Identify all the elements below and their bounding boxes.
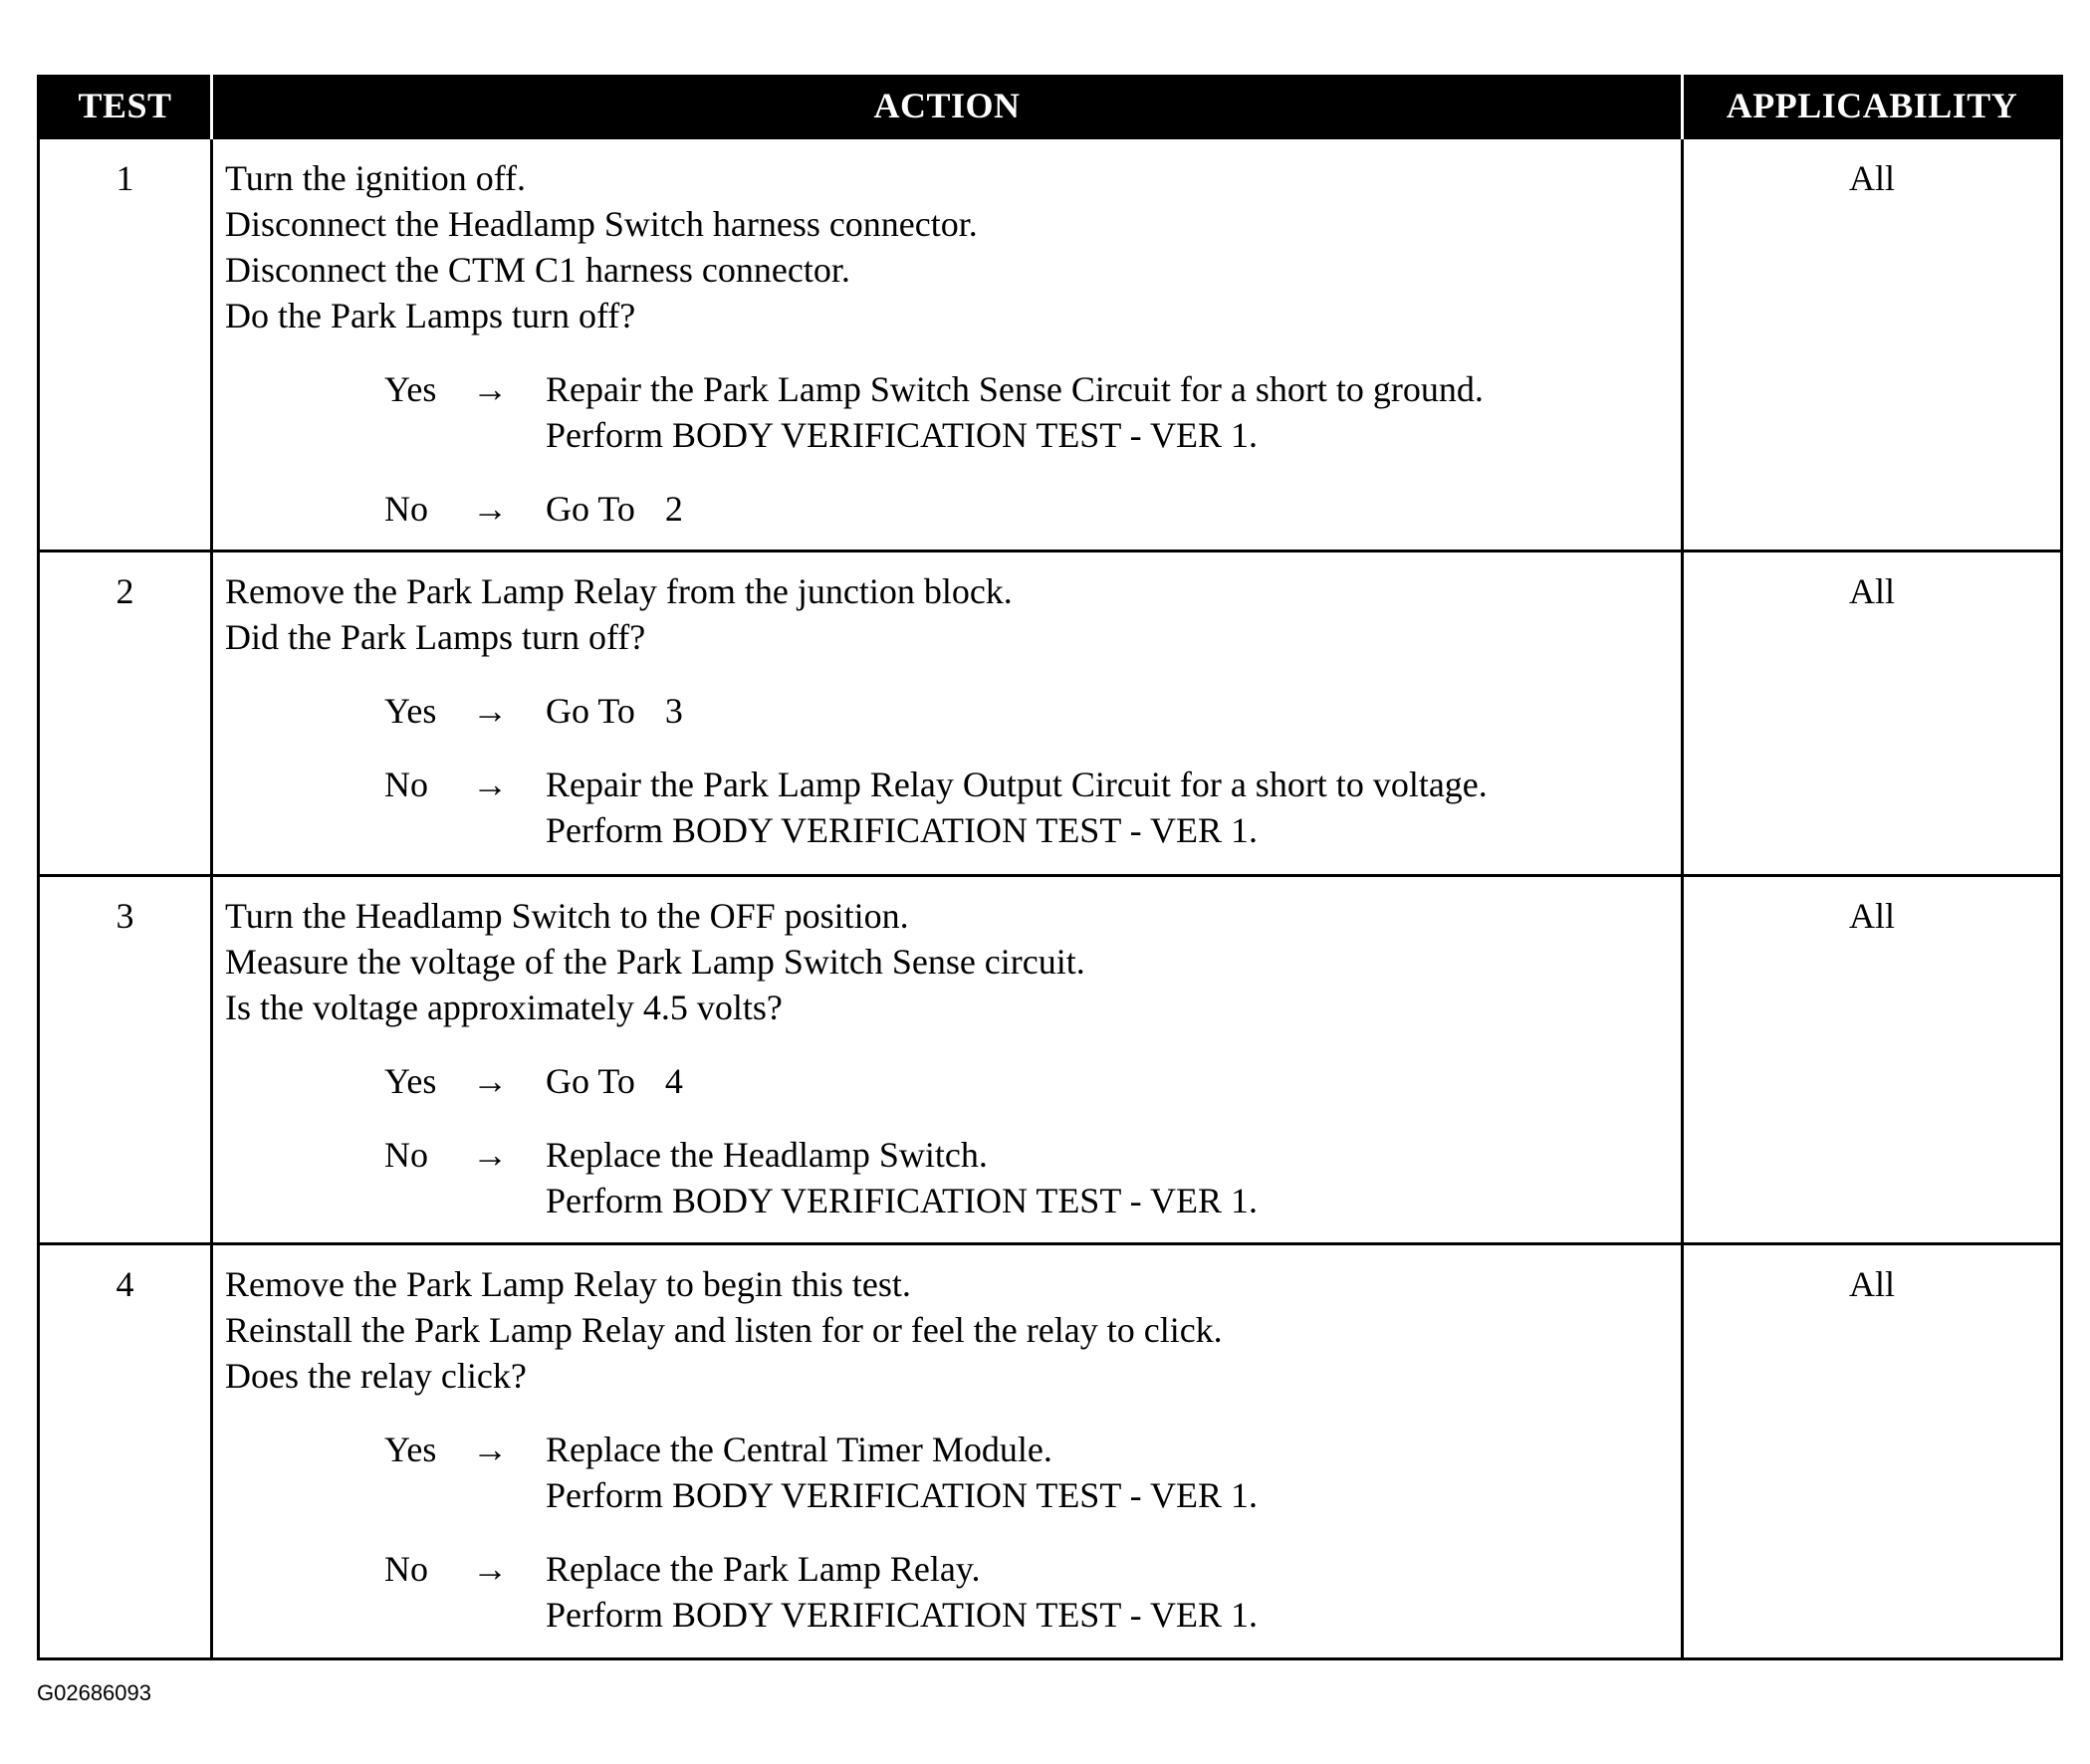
table-header-row <box>39 75 2062 138</box>
applicability-cell: All <box>1683 551 2062 876</box>
branch-label: Yes <box>384 691 437 731</box>
action-cell <box>212 138 1683 551</box>
right-arrow-icon: → <box>472 1135 508 1175</box>
goto-text: Go To <box>546 489 635 529</box>
branch-result <box>546 1132 1671 1223</box>
branch-yes <box>225 366 1671 458</box>
branch-yes <box>225 1058 1671 1104</box>
action-step: Measure the voltage of the Park Lamp Switch Sense circuit. <box>225 942 1085 982</box>
branch-result <box>546 688 1671 734</box>
action-step: Reinstall the Park Lamp Relay and listen for or feel the relay to click. <box>225 1310 1223 1350</box>
branch-label: Yes <box>384 1061 437 1101</box>
branch-label: No <box>384 489 428 529</box>
goto-text: Go To <box>546 1061 635 1101</box>
branch-result <box>546 1058 1671 1104</box>
goto-number: 2 <box>664 489 683 529</box>
right-arrow-icon: → <box>472 1430 508 1469</box>
branch-label: No <box>384 765 428 804</box>
branch-result-line: Repair the Park Lamp Switch Sense Circuit for a short to ground. <box>546 369 1484 409</box>
diagnostic-test-table <box>37 75 2063 1660</box>
right-arrow-icon: → <box>472 369 508 409</box>
branch-result-line: Repair the Park Lamp Relay Output Circuit for a short to voltage. <box>546 765 1488 804</box>
branch-result-line: Perform BODY VERIFICATION TEST - VER 1. <box>546 1181 1259 1220</box>
test-number: 4 <box>39 1244 212 1659</box>
branch-no <box>225 1132 1671 1223</box>
action-step: Turn the ignition off. <box>225 158 527 198</box>
test-number: 3 <box>39 876 212 1244</box>
branch-result-line: Replace the Central Timer Module. <box>546 1430 1052 1469</box>
branch-label: No <box>384 1549 428 1589</box>
branch-result-line: Perform BODY VERIFICATION TEST - VER 1. <box>546 415 1259 455</box>
branch-list <box>225 1427 1671 1638</box>
right-arrow-icon: → <box>472 489 508 529</box>
header-applicability: APPLICABILITY <box>1683 75 2062 138</box>
header-action: ACTION <box>212 75 1683 138</box>
branch-result <box>546 1427 1671 1518</box>
branch-list <box>225 688 1671 853</box>
action-step: Disconnect the CTM C1 harness connector. <box>225 250 850 290</box>
applicability-cell: All <box>1683 138 2062 551</box>
right-arrow-icon: → <box>472 691 508 731</box>
branch-result-line: Perform BODY VERIFICATION TEST - VER 1. <box>546 810 1259 850</box>
table-row <box>39 1244 2062 1659</box>
action-step: Turn the Headlamp Switch to the OFF position. <box>225 896 909 936</box>
goto-number: 3 <box>664 691 683 731</box>
branch-label: No <box>384 1135 428 1175</box>
action-step: Disconnect the Headlamp Switch harness connector. <box>225 204 978 244</box>
branch-result <box>546 486 1671 532</box>
branch-yes <box>225 688 1671 734</box>
test-number: 2 <box>39 551 212 876</box>
action-cell <box>212 551 1683 876</box>
action-step: Does the relay click? <box>225 1356 527 1396</box>
branch-result-line: Replace the Park Lamp Relay. <box>546 1549 981 1589</box>
branch-list <box>225 1058 1671 1223</box>
right-arrow-icon: → <box>472 1549 508 1589</box>
branch-no <box>225 762 1671 853</box>
goto-text: Go To <box>546 691 635 731</box>
action-step: Do the Park Lamps turn off? <box>225 296 636 335</box>
action-cell <box>212 1244 1683 1659</box>
test-number: 1 <box>39 138 212 551</box>
applicability-cell: All <box>1683 876 2062 1244</box>
action-step: Remove the Park Lamp Relay to begin this test. <box>225 1264 911 1304</box>
branch-label: Yes <box>384 1430 437 1469</box>
table-row <box>39 551 2062 876</box>
applicability-cell: All <box>1683 1244 2062 1659</box>
branch-result <box>546 366 1671 458</box>
branch-no <box>225 486 1671 532</box>
header-test: TEST <box>39 75 212 138</box>
branch-no <box>225 1546 1671 1638</box>
table-row <box>39 876 2062 1244</box>
branch-result <box>546 762 1671 853</box>
table-row <box>39 138 2062 551</box>
action-step: Is the voltage approximately 4.5 volts? <box>225 988 783 1027</box>
right-arrow-icon: → <box>472 1061 508 1101</box>
action-cell <box>212 876 1683 1244</box>
action-step: Did the Park Lamps turn off? <box>225 617 646 657</box>
action-step: Remove the Park Lamp Relay from the junction block. <box>225 571 1013 611</box>
branch-label: Yes <box>384 369 437 409</box>
right-arrow-icon: → <box>472 765 508 804</box>
branch-list <box>225 366 1671 532</box>
branch-result-line: Perform BODY VERIFICATION TEST - VER 1. <box>546 1475 1259 1515</box>
goto-number: 4 <box>664 1061 683 1101</box>
branch-result-line: Replace the Headlamp Switch. <box>546 1135 988 1175</box>
branch-result-line: Perform BODY VERIFICATION TEST - VER 1. <box>546 1595 1259 1635</box>
branch-result <box>546 1546 1671 1638</box>
figure-id: G02686093 <box>37 1680 151 1705</box>
branch-yes <box>225 1427 1671 1518</box>
